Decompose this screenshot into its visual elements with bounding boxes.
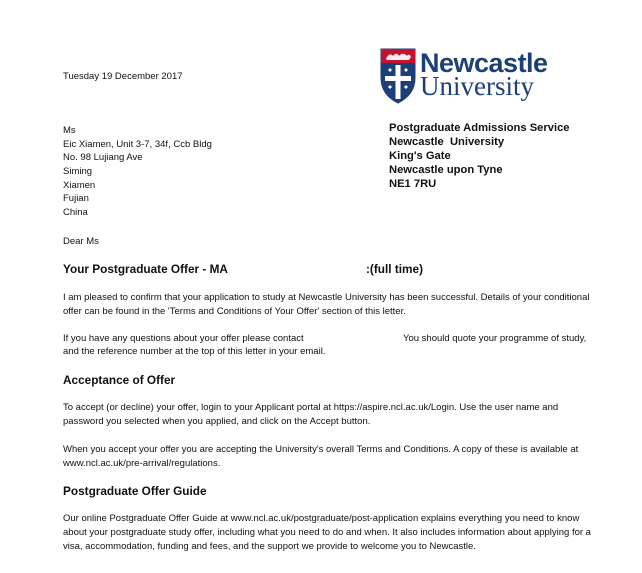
logo-word-newcastle: Newcastle bbox=[420, 48, 548, 78]
paragraph-line: I am pleased to confirm that your application to study at Newcastle University has been successful. Details of your conditional bbox=[63, 292, 590, 303]
questions-line-end: You should quote your programme of study, bbox=[403, 333, 587, 344]
offer-heading-suffix: :(full time) bbox=[366, 262, 424, 276]
sender-line: Newcastle upon Tyne bbox=[389, 163, 503, 176]
questions-line-2: and the reference number at the top of this letter in your email. bbox=[63, 346, 326, 357]
sender-line: Postgraduate Admissions Service bbox=[389, 122, 570, 134]
recipient-line: Siming bbox=[63, 166, 93, 178]
paragraph-line: When you accept your offer you are accepting the University's overall Terms and Conditions. A copy of these is available at bbox=[63, 444, 579, 455]
university-crest-icon bbox=[380, 48, 416, 104]
university-logo bbox=[380, 48, 564, 108]
recipient-line: Eic Xiamen, Unit 3-7, 34f, Ccb Bldg bbox=[63, 138, 212, 150]
offer-heading: Your Postgraduate Offer - MA bbox=[63, 262, 228, 276]
paragraph-line: To accept (or decline) your offer, login to your Applicant portal at https://aspire.ncl.ac.uk/Login. Use the user name and bbox=[63, 402, 559, 413]
letter-date: Tuesday 19 December 2017 bbox=[63, 71, 183, 82]
recipient-line: Ms bbox=[63, 125, 76, 136]
terms-paragraph bbox=[63, 443, 593, 471]
recipient-line: Xiamen bbox=[63, 179, 96, 191]
paragraph-line: about your postgraduate study offer, including what you need to do and when. It also includes information about applying for a bbox=[63, 526, 591, 538]
recipient-line: No. 98 Lujiang Ave bbox=[63, 152, 143, 164]
recipient-line: China bbox=[63, 207, 88, 219]
paragraph-line: visa, accommodation, funding and fees, and the support we provide to welcome you to Newcastle. bbox=[63, 540, 476, 552]
guide-heading: Postgraduate Offer Guide bbox=[63, 484, 207, 498]
paragraph-line: offer can be found in the 'Terms and Conditions of Your Offer' section of this letter. bbox=[63, 305, 406, 317]
paragraph-line: www.ncl.ac.uk/pre-arrival/regulations. bbox=[63, 457, 221, 469]
recipient-line: Fujian bbox=[63, 193, 89, 205]
sender-line: King's Gate bbox=[389, 149, 451, 162]
sender-line: Newcastle University bbox=[389, 135, 505, 148]
paragraph-line: password you selected when you applied, and click on the Accept button. bbox=[63, 415, 371, 427]
recipient-address bbox=[63, 124, 212, 220]
acceptance-paragraph bbox=[63, 401, 593, 429]
salutation: Dear Ms bbox=[63, 236, 99, 247]
offer-paragraph bbox=[63, 291, 593, 319]
logo-word-university: University bbox=[420, 71, 534, 101]
acceptance-heading: Acceptance of Offer bbox=[63, 373, 176, 387]
sender-line: NE1 7RU bbox=[389, 177, 437, 190]
sender-address bbox=[389, 122, 570, 192]
guide-paragraph bbox=[63, 512, 593, 553]
paragraph-line: Our online Postgraduate Offer Guide at www.ncl.ac.uk/postgraduate/post-application explains everything you need to know bbox=[63, 513, 580, 524]
questions-line-start: If you have any questions about your offer please contact bbox=[63, 333, 304, 344]
